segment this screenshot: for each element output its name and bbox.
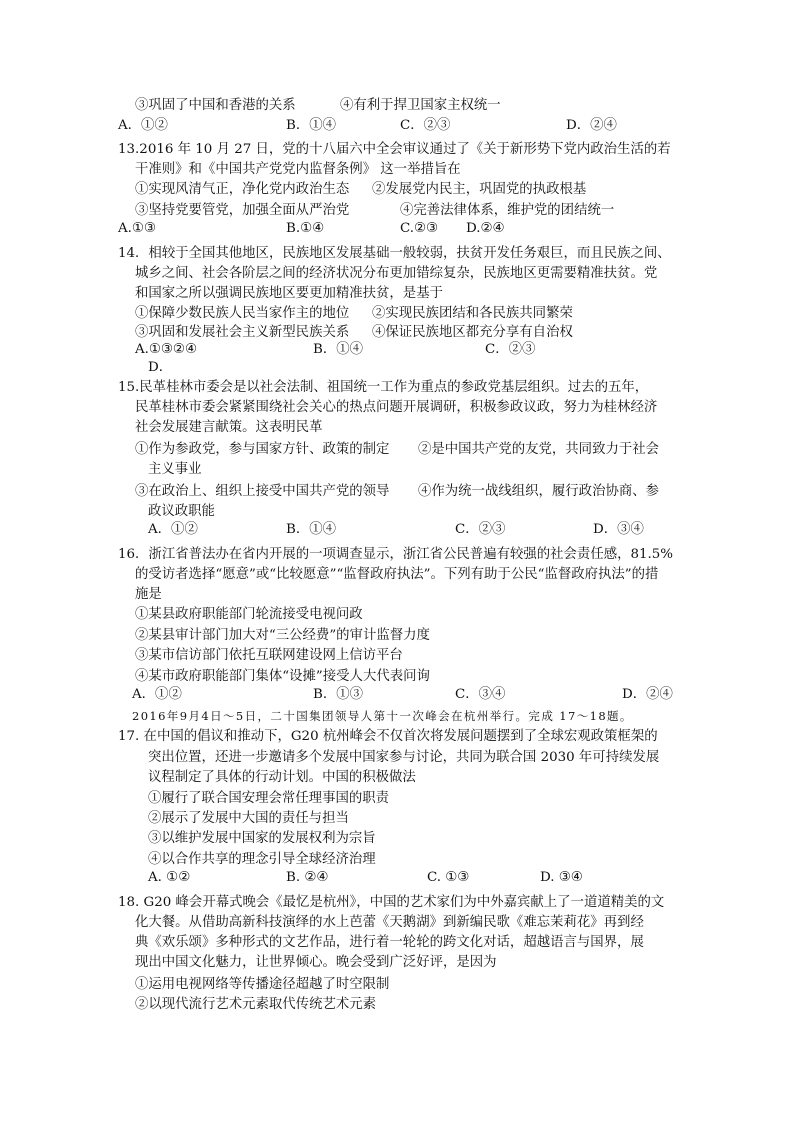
- section-intro: 2016年9月4日～5日，二十国集团领导人第十一次峰会在杭州举行。完成 17～18题。: [132, 709, 633, 723]
- q18-stem-line-2: 化大餐。从借助高新科技演绎的水上芭蕾《天鹅湖》到新编民歌《难忘茉莉花》再到经: [135, 915, 644, 930]
- q13-option-1: ①实现风清气正，净化党内政治生态: [135, 182, 350, 197]
- q14-stem-line-1: 14．相较于全国其他地区，民族地区发展基础一般较弱，扶贫开发任务艰巨，而且民族之间、: [118, 246, 671, 261]
- q16-option-4: ④某市政府职能部门集体“设摊”接受人大代表问询: [135, 669, 430, 684]
- q15-option-2: ②是中国共产党的友党，共同致力于社会: [418, 442, 660, 457]
- q13-answer-d: D.②④: [466, 221, 505, 236]
- q17-option-2: ②展示了发展中大国的责任与担当: [148, 811, 349, 826]
- q13-option-3: ③坚持党要管党，加强全面从严治党: [135, 203, 350, 218]
- q18-option-2: ②以现代流行艺术元素取代传统艺术元素: [135, 997, 377, 1012]
- q17-answer-d: D. ③④: [540, 870, 583, 885]
- q15-answer-d: D．③④: [593, 522, 644, 537]
- q16-stem-line-3: 施是: [135, 587, 162, 602]
- q13-stem-line-2: 干准则》和《中国共产党党内监督条例》 这一举措旨在: [135, 162, 461, 177]
- q16-answer-a: A．①②: [132, 687, 182, 702]
- q15-option-1: ①作为参政党，参与国家方针、政策的制定: [135, 442, 390, 457]
- q17-answer-a: A. ①②: [148, 870, 191, 885]
- q15-option-4: ④作为统一战线组织，履行政治协商、参: [418, 484, 660, 499]
- q17-answer-b: B. ②④: [286, 870, 329, 885]
- q17-option-3: ③以维护发展中国家的发展权利为宗旨: [148, 831, 376, 846]
- q12-answer-a: A．①②: [118, 118, 168, 133]
- q17-option-1: ①履行了联合国安理会常任理事国的职责: [148, 791, 390, 806]
- q17-answer-c: C. ①③: [427, 870, 470, 885]
- q13-option-2: ②发展党内民主，巩固党的执政根基: [372, 182, 587, 197]
- q14-answer-b: B．①④: [313, 342, 364, 357]
- q16-stem-line-2: 的受访者选择“愿意”或“比较愿意”“监督政府执法”。下列有助于公民“监督政府执法”的措: [135, 567, 659, 582]
- q14-answer-c: C．②③: [485, 342, 536, 357]
- q14-answer-a: A.①③②④: [135, 342, 197, 357]
- q18-stem-line-3: 典《欢乐颂》多种形式的文艺作品，进行着一轮轮的跨文化对话，超越语言与国界，展: [135, 935, 644, 950]
- q16-answer-b: B．①③: [313, 687, 364, 702]
- q13-stem-line-1: 13.2016 年 10 月 27 日，党的十八届六中全会审议通过了《关于新形势下党内政治生活的若: [118, 142, 671, 157]
- q16-option-1: ①某县政府职能部门轮流接受电视问政: [135, 607, 363, 622]
- q15-answer-b: B．①④: [286, 522, 337, 537]
- q14-stem-line-3: 和国家之所以强调民族地区要更加精准扶贫，是基于: [135, 286, 443, 301]
- q14-option-2: ②实现民族团结和各民族共同繁荣: [372, 306, 573, 321]
- q16-stem-line-1: 16．浙江省普法办在省内开展的一项调查显示，浙江省公民普遍有较强的社会责任感，81.5%: [118, 547, 674, 562]
- q12-answer-c: C．②③: [400, 118, 451, 133]
- q12-option-4: ④有利于捍卫国家主权统一: [340, 98, 501, 113]
- q13-answer-b: B.①④: [286, 221, 325, 236]
- q15-stem-line-3: 社会发展建言献策。这表明民革: [135, 420, 323, 435]
- q17-stem-line-2: 突出位置，还进一步邀请多个发展中国家参与讨论，共同为联合国 2030 年可持续发展: [148, 750, 660, 765]
- q14-stem-line-2: 城乡之间、社会各阶层之间的经济状况分布更加错综复杂，民族地区更需要精准扶贫。党: [135, 266, 658, 281]
- q12-answer-b: B．①④: [286, 118, 337, 133]
- q12-answer-d: D．②④: [566, 118, 617, 133]
- q17-stem-line-1: 17. 在中国的倡议和推动下，G20 杭州峰会不仅首次将发展问题摆到了全球宏观政策框架的: [118, 729, 658, 744]
- q15-stem-line-1: 15.民革桂林市委会是以社会法制、祖国统一工作为重点的参政党基层组织。过去的五年，: [118, 380, 649, 395]
- q18-stem-line-4: 现出中国文化魅力，让世界倾心。晚会受到广泛好评，是因为: [135, 955, 497, 970]
- q18-option-1: ①运用电视网络等传播途径超越了时空限制: [135, 977, 390, 992]
- q13-option-4: ④完善法律体系，维护党的团结统一: [400, 203, 615, 218]
- q14-option-3: ③巩固和发展社会主义新型民族关系: [135, 325, 350, 340]
- q15-answer-c: C．②③: [455, 522, 506, 537]
- q15-stem-line-2: 民革桂林市委会紧紧围绕社会关心的热点问题开展调研，积极参政议政，努力为桂林经济: [135, 400, 658, 415]
- q12-option-3: ③巩固了中国和香港的关系: [135, 98, 296, 113]
- q17-option-4: ④以合作共享的理念引导全球经济治理: [148, 852, 376, 867]
- q15-answer-a: A．①②: [148, 522, 198, 537]
- q17-stem-line-3: 议程制定了具体的行动计划。中国的积极做法: [148, 770, 416, 785]
- q14-answer-d: D．: [148, 360, 173, 375]
- q16-option-3: ③某市信访部门依托互联网建设网上信访平台: [135, 648, 403, 663]
- q13-answer-c: C.②③: [400, 221, 439, 236]
- q15-option-3: ③在政治上、组织上接受中国共产党的领导: [135, 484, 390, 499]
- q14-option-1: ①保障少数民族人民当家作主的地位: [135, 306, 350, 321]
- q15-option-2-cont: 主义事业: [148, 462, 202, 477]
- q18-stem-line-1: 18. G20 峰会开幕式晚会《最忆是杭州》，中国的艺术家们为中外嘉宾献上了一道道精美的文: [118, 895, 665, 910]
- q15-option-4-cont: 政议政职能: [148, 504, 215, 519]
- q13-answer-a: A.①③: [118, 221, 156, 236]
- q16-option-2: ②某县审计部门加大对“三公经费”的审计监督力度: [135, 628, 430, 643]
- q16-answer-d: D．②④: [622, 687, 673, 702]
- q16-answer-c: C．③④: [455, 687, 506, 702]
- q14-option-4: ④保证民族地区都充分享有自治权: [372, 325, 573, 340]
